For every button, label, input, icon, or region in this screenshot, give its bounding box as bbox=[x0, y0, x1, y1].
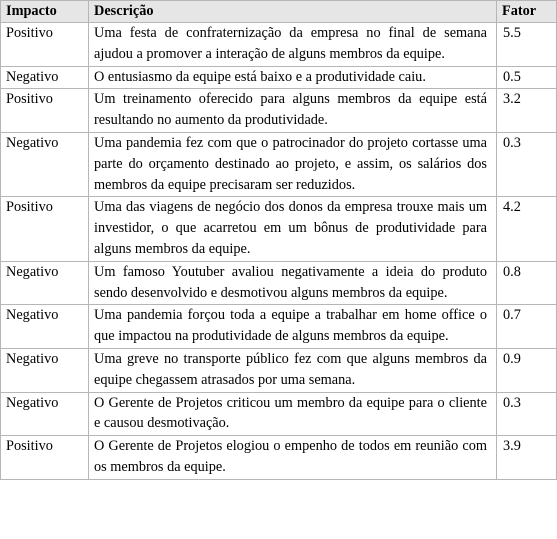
factor-cell: 4.2 bbox=[497, 197, 557, 261]
description-cell: O Gerente de Projetos elogiou o empenho de todos em reunião com os membros da equipe. bbox=[89, 436, 497, 480]
header-factor: Fator bbox=[497, 1, 557, 23]
header-impact: Impacto bbox=[1, 1, 89, 23]
table-row bbox=[1, 132, 557, 196]
description-cell: Uma greve no transporte público fez com que alguns membros da equipe chegassem atrasados por uma semana. bbox=[89, 348, 497, 392]
table-row bbox=[1, 436, 557, 480]
description-cell: Uma pandemia forçou toda a equipe a trabalhar em home office o que impactou na produtividade de alguns membros da equipe. bbox=[89, 305, 497, 349]
factor-cell: 5.5 bbox=[497, 23, 557, 67]
factor-cell: 0.9 bbox=[497, 348, 557, 392]
impact-cell: Negativo bbox=[1, 132, 89, 196]
table-row bbox=[1, 261, 557, 305]
impact-cell: Negativo bbox=[1, 392, 89, 436]
description-cell: Uma das viagens de negócio dos donos da empresa trouxe mais um investidor, o que acarretou em um bônus de produtividade para alguns membros da equipe. bbox=[89, 197, 497, 261]
impact-cell: Positivo bbox=[1, 89, 89, 133]
description-cell: Uma pandemia fez com que o patrocinador do projeto cortasse uma parte do orçamento destinado ao projeto, e assim, os salários dos membros da equipe precisaram ser reduzidos. bbox=[89, 132, 497, 196]
impact-cell: Negativo bbox=[1, 348, 89, 392]
impact-cell: Positivo bbox=[1, 436, 89, 480]
table-row bbox=[1, 89, 557, 133]
factor-cell: 0.8 bbox=[497, 261, 557, 305]
header-description: Descrição bbox=[89, 1, 497, 23]
description-cell: Um famoso Youtuber avaliou negativamente a ideia do produto sendo desenvolvido e desmotivou alguns membros da equipe. bbox=[89, 261, 497, 305]
impact-cell: Negativo bbox=[1, 66, 89, 89]
table-row bbox=[1, 305, 557, 349]
description-cell: O entusiasmo da equipe está baixo e a produtividade caiu. bbox=[89, 66, 497, 89]
factor-cell: 0.3 bbox=[497, 132, 557, 196]
factor-cell: 3.9 bbox=[497, 436, 557, 480]
table-row bbox=[1, 197, 557, 261]
impact-cell: Negativo bbox=[1, 261, 89, 305]
impact-cell: Positivo bbox=[1, 23, 89, 67]
table-row bbox=[1, 23, 557, 67]
factor-cell: 0.3 bbox=[497, 392, 557, 436]
impact-cell: Positivo bbox=[1, 197, 89, 261]
table-row bbox=[1, 66, 557, 89]
impact-cell: Negativo bbox=[1, 305, 89, 349]
factor-cell: 3.2 bbox=[497, 89, 557, 133]
factor-cell: 0.5 bbox=[497, 66, 557, 89]
description-cell: Um treinamento oferecido para alguns membros da equipe está resultando no aumento da produtividade. bbox=[89, 89, 497, 133]
table-header-row bbox=[1, 1, 557, 23]
table-row bbox=[1, 348, 557, 392]
table-row bbox=[1, 392, 557, 436]
description-cell: Uma festa de confraternização da empresa no final de semana ajudou a promover a interação de alguns membros da equipe. bbox=[89, 23, 497, 67]
description-cell: O Gerente de Projetos criticou um membro da equipe para o cliente e causou desmotivação. bbox=[89, 392, 497, 436]
factor-cell: 0.7 bbox=[497, 305, 557, 349]
